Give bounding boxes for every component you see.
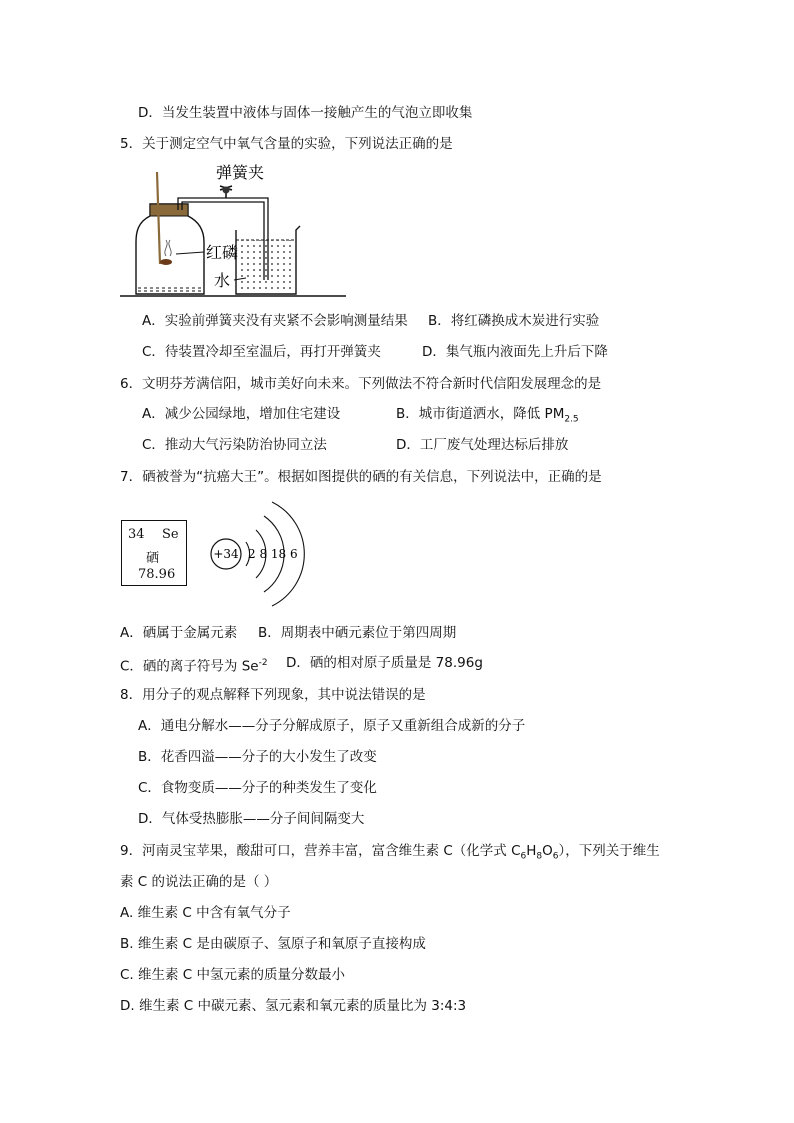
q6-option-b (396, 405, 579, 429)
pm-subscript: 2.5 (564, 414, 579, 425)
q5-option-c: C．待装置冷却至室温后，再打开弹簧夹 (142, 344, 381, 360)
oxygen-experiment-figure (120, 160, 350, 302)
q5-option-b: B．将红磷换成木炭进行实验 (428, 313, 600, 329)
q9-formula-o: O (542, 843, 553, 859)
q9-option-a: A. 维生素 C 中含有氧气分子 (120, 905, 291, 921)
q6-option-c: C．推动大气污染防治协同立法 (142, 437, 327, 453)
q8-option-a: A．通电分解水——分子分解成原子，原子又重新组合成新的分子 (138, 718, 526, 734)
q8-option-d: D．气体受热膨胀——分子间间隔变大 (138, 811, 365, 827)
atomic-mass: 78.96 (138, 567, 176, 582)
q6-stem: 6．文明芬芳满信阳，城市美好向未来。下列做法不符合新时代信阳发展理念的是 (120, 376, 602, 392)
q6-option-b-text: B．城市街道洒水，降低 PM (396, 406, 565, 422)
spring-clip-label: 弹簧夹 (216, 163, 265, 182)
q9-option-c: C. 维生素 C 中氢元素的质量分数最小 (120, 967, 346, 983)
selenium-atom-structure (208, 498, 308, 610)
q4-option-d: D．当发生装置中液体与固体一接触产生的气泡立即收集 (138, 105, 473, 121)
q9-stem-b: ），下列关于维生 (558, 843, 660, 859)
q9-stem-a: 9．河南灵宝苹果，酸甜可口，营养丰富，富含维生素 C（化学式 C (120, 843, 521, 859)
red-phosphorus-label: 红磷 (206, 243, 239, 262)
q9-option-d: D. 维生素 C 中碳元素、氢元素和氧元素的质量比为 3:4:3 (120, 998, 467, 1014)
q7-option-a: A．硒属于金属元素 (120, 625, 238, 641)
element-symbol: Se (162, 527, 179, 542)
oxygen-subscript: 6 (552, 851, 559, 862)
q5-option-d: D．集气瓶内液面先上升后下降 (422, 344, 608, 360)
q7-option-d: D．硒的相对原子质量是 78.96g (286, 655, 483, 671)
q7-stem: 7．硒被誉为“抗癌大王”。根据如图提供的硒的有关信息，下列说法中，正确的是 (120, 469, 602, 485)
q7-option-b: B．周期表中硒元素位于第四周期 (258, 625, 457, 641)
q8-option-c: C．食物变质——分子的种类发生了变化 (138, 780, 377, 796)
q9-stem-line2: 素 C 的说法正确的是（ ） (120, 874, 278, 890)
nucleus-charge: +34 (213, 547, 239, 561)
q8-option-b: B．花香四溢——分子的大小发生了改变 (138, 749, 377, 765)
ion-charge: -2 (258, 658, 268, 668)
q5-stem: 5．关于测定空气中氧气含量的实验，下列说法正确的是 (120, 136, 453, 152)
q8-stem: 8．用分子的观点解释下列现象，其中说法错误的是 (120, 687, 426, 703)
q6-option-a: A．减少公园绿地，增加住宅建设 (142, 406, 341, 422)
q6-option-d: D．工厂废气处理达标后排放 (396, 437, 569, 453)
element-cell (121, 520, 187, 586)
atomic-number: 34 (128, 527, 145, 542)
hydrogen-subscript: 8 (536, 851, 543, 862)
q9-option-b: B. 维生素 C 是由碳原子、氢原子和氧原子直接构成 (120, 936, 426, 952)
water-label: 水 (214, 271, 231, 290)
q9-stem-line1 (120, 842, 660, 866)
element-name: 硒 (146, 551, 160, 566)
electron-shells: 2 8 18 6 (248, 547, 298, 561)
q7-option-c-text: C．硒的离子符号为 Se (120, 658, 259, 675)
q5-option-a: A．实验前弹簧夹没有夹紧不会影响测量结果 (142, 313, 408, 329)
carbon-subscript: 6 (520, 851, 527, 862)
q9-formula-h: H (526, 843, 537, 859)
q7-option-c (120, 654, 268, 676)
